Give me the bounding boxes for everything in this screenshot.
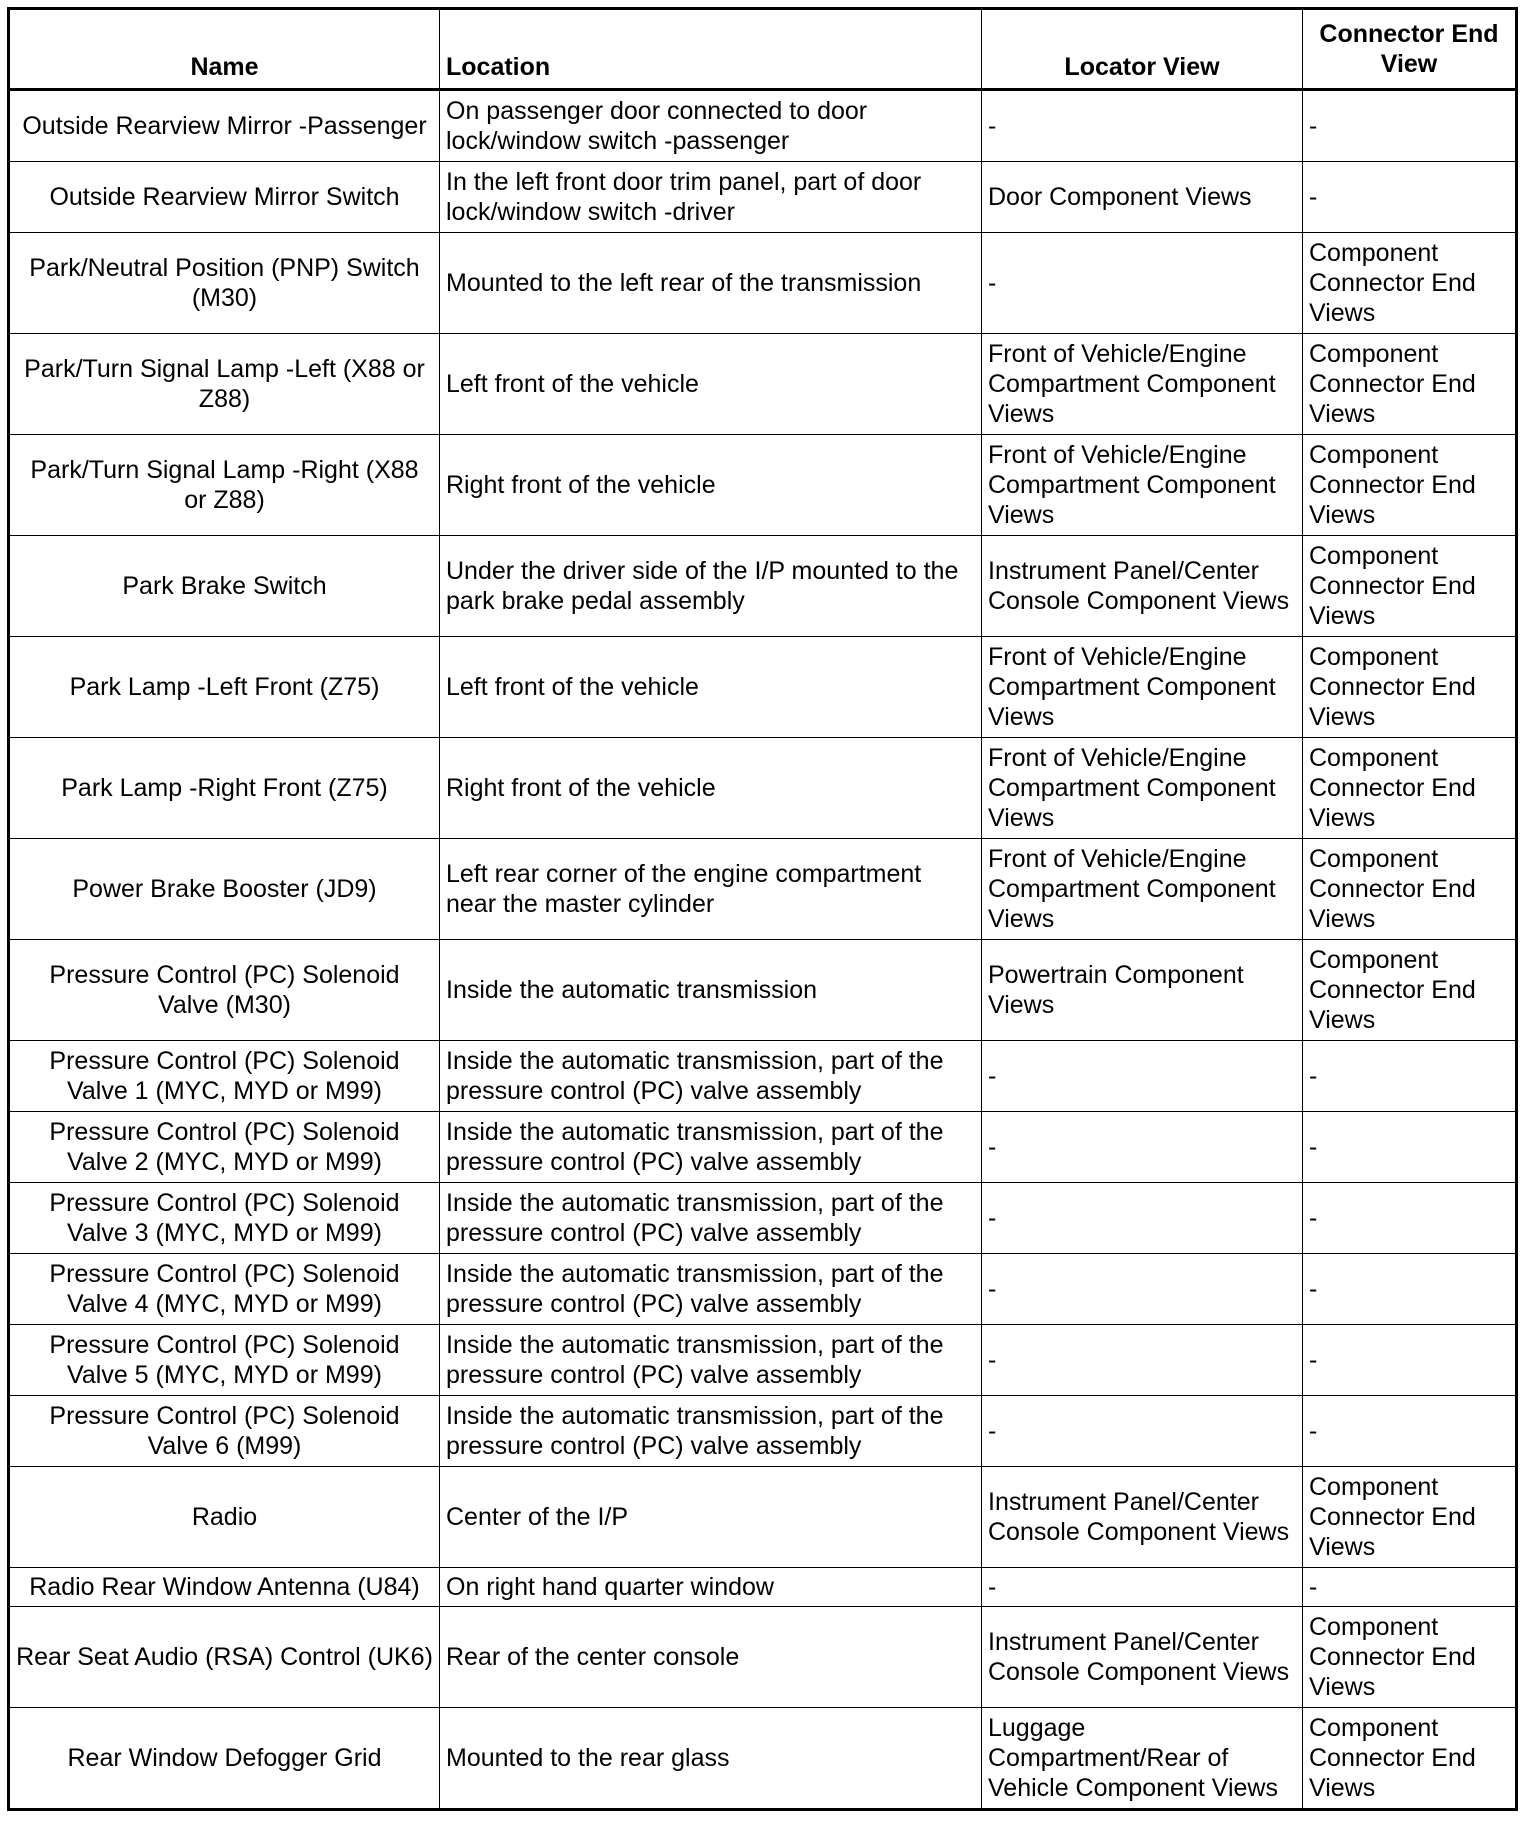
cell-name: Power Brake Booster (JD9) bbox=[9, 839, 440, 940]
table-body bbox=[9, 90, 1517, 1810]
cell-location: Mounted to the left rear of the transmission bbox=[440, 233, 982, 334]
cell-connector-end-view: Component Connector End Views bbox=[1303, 637, 1517, 738]
table-row bbox=[9, 90, 1517, 162]
cell-name: Radio bbox=[9, 1467, 440, 1568]
cell-locator-view: - bbox=[982, 90, 1303, 162]
cell-name: Pressure Control (PC) Solenoid Valve 2 (MYC, MYD or M99) bbox=[9, 1112, 440, 1183]
table-row bbox=[9, 940, 1517, 1041]
cell-location: Inside the automatic transmission, part of the pressure control (PC) valve assembly bbox=[440, 1112, 982, 1183]
header-location: Location bbox=[440, 9, 982, 90]
cell-location: Inside the automatic transmission, part of the pressure control (PC) valve assembly bbox=[440, 1254, 982, 1325]
cell-locator-view: - bbox=[982, 1325, 1303, 1396]
cell-name: Outside Rearview Mirror -Passenger bbox=[9, 90, 440, 162]
table-row bbox=[9, 1396, 1517, 1467]
table-row bbox=[9, 334, 1517, 435]
cell-locator-view: Luggage Compartment/Rear of Vehicle Component Views bbox=[982, 1708, 1303, 1810]
cell-connector-end-view: - bbox=[1303, 162, 1517, 233]
cell-connector-end-view: - bbox=[1303, 1254, 1517, 1325]
cell-name: Pressure Control (PC) Solenoid Valve 6 (M99) bbox=[9, 1396, 440, 1467]
cell-name: Park Lamp -Left Front (Z75) bbox=[9, 637, 440, 738]
cell-connector-end-view: - bbox=[1303, 90, 1517, 162]
cell-name: Rear Seat Audio (RSA) Control (UK6) bbox=[9, 1607, 440, 1708]
cell-connector-end-view: - bbox=[1303, 1396, 1517, 1467]
cell-location: Left rear corner of the engine compartment near the master cylinder bbox=[440, 839, 982, 940]
cell-location: Left front of the vehicle bbox=[440, 637, 982, 738]
cell-location: Right front of the vehicle bbox=[440, 738, 982, 839]
table-row bbox=[9, 1325, 1517, 1396]
cell-connector-end-view: Component Connector End Views bbox=[1303, 233, 1517, 334]
cell-location: Center of the I/P bbox=[440, 1467, 982, 1568]
cell-name: Pressure Control (PC) Solenoid Valve 3 (MYC, MYD or M99) bbox=[9, 1183, 440, 1254]
cell-location: Left front of the vehicle bbox=[440, 334, 982, 435]
cell-locator-view: Powertrain Component Views bbox=[982, 940, 1303, 1041]
cell-location: Inside the automatic transmission, part of the pressure control (PC) valve assembly bbox=[440, 1325, 982, 1396]
cell-connector-end-view: Component Connector End Views bbox=[1303, 940, 1517, 1041]
header-locator-view: Locator View bbox=[982, 9, 1303, 90]
cell-location: On passenger door connected to door lock/window switch -passenger bbox=[440, 90, 982, 162]
cell-locator-view: Door Component Views bbox=[982, 162, 1303, 233]
cell-connector-end-view: Component Connector End Views bbox=[1303, 1708, 1517, 1810]
table-header bbox=[9, 9, 1517, 90]
cell-connector-end-view: Component Connector End Views bbox=[1303, 435, 1517, 536]
cell-location: Inside the automatic transmission, part of the pressure control (PC) valve assembly bbox=[440, 1396, 982, 1467]
table-row bbox=[9, 162, 1517, 233]
cell-locator-view: - bbox=[982, 233, 1303, 334]
cell-locator-view: - bbox=[982, 1041, 1303, 1112]
cell-locator-view: Instrument Panel/Center Console Component Views bbox=[982, 1607, 1303, 1708]
cell-location: Right front of the vehicle bbox=[440, 435, 982, 536]
cell-locator-view: Front of Vehicle/Engine Compartment Component Views bbox=[982, 738, 1303, 839]
cell-location: Inside the automatic transmission, part of the pressure control (PC) valve assembly bbox=[440, 1041, 982, 1112]
component-locator-table bbox=[7, 7, 1518, 1811]
cell-location: Mounted to the rear glass bbox=[440, 1708, 982, 1810]
cell-locator-view: Instrument Panel/Center Console Component Views bbox=[982, 536, 1303, 637]
table-row bbox=[9, 233, 1517, 334]
table-row bbox=[9, 536, 1517, 637]
table-row bbox=[9, 1041, 1517, 1112]
cell-connector-end-view: - bbox=[1303, 1112, 1517, 1183]
cell-locator-view: - bbox=[982, 1112, 1303, 1183]
cell-locator-view: Instrument Panel/Center Console Component Views bbox=[982, 1467, 1303, 1568]
cell-locator-view: - bbox=[982, 1396, 1303, 1467]
cell-connector-end-view: - bbox=[1303, 1041, 1517, 1112]
cell-connector-end-view: - bbox=[1303, 1325, 1517, 1396]
cell-name: Park Brake Switch bbox=[9, 536, 440, 637]
cell-location: On right hand quarter window bbox=[440, 1568, 982, 1607]
table-row bbox=[9, 1183, 1517, 1254]
cell-name: Park/Neutral Position (PNP) Switch (M30) bbox=[9, 233, 440, 334]
cell-location: Rear of the center console bbox=[440, 1607, 982, 1708]
table-row bbox=[9, 1708, 1517, 1810]
cell-name: Pressure Control (PC) Solenoid Valve 4 (MYC, MYD or M99) bbox=[9, 1254, 440, 1325]
cell-locator-view: Front of Vehicle/Engine Compartment Component Views bbox=[982, 435, 1303, 536]
cell-connector-end-view: Component Connector End Views bbox=[1303, 1467, 1517, 1568]
cell-connector-end-view: Component Connector End Views bbox=[1303, 738, 1517, 839]
header-name: Name bbox=[9, 9, 440, 90]
cell-location: Inside the automatic transmission, part of the pressure control (PC) valve assembly bbox=[440, 1183, 982, 1254]
cell-connector-end-view: Component Connector End Views bbox=[1303, 536, 1517, 637]
table-row bbox=[9, 1568, 1517, 1607]
cell-name: Radio Rear Window Antenna (U84) bbox=[9, 1568, 440, 1607]
header-connector-end-view: Connector End View bbox=[1303, 9, 1517, 90]
table-row bbox=[9, 435, 1517, 536]
header-row bbox=[9, 9, 1517, 90]
cell-name: Rear Window Defogger Grid bbox=[9, 1708, 440, 1810]
cell-name: Park/Turn Signal Lamp -Right (X88 or Z88) bbox=[9, 435, 440, 536]
cell-name: Park/Turn Signal Lamp -Left (X88 or Z88) bbox=[9, 334, 440, 435]
cell-location: Under the driver side of the I/P mounted to the park brake pedal assembly bbox=[440, 536, 982, 637]
cell-locator-view: - bbox=[982, 1568, 1303, 1607]
cell-connector-end-view: Component Connector End Views bbox=[1303, 334, 1517, 435]
cell-name: Pressure Control (PC) Solenoid Valve (M30) bbox=[9, 940, 440, 1041]
cell-locator-view: Front of Vehicle/Engine Compartment Component Views bbox=[982, 334, 1303, 435]
cell-name: Park Lamp -Right Front (Z75) bbox=[9, 738, 440, 839]
cell-connector-end-view: Component Connector End Views bbox=[1303, 1607, 1517, 1708]
cell-name: Pressure Control (PC) Solenoid Valve 1 (MYC, MYD or M99) bbox=[9, 1041, 440, 1112]
component-locator-table-wrapper bbox=[7, 7, 1518, 1811]
cell-name: Outside Rearview Mirror Switch bbox=[9, 162, 440, 233]
cell-name: Pressure Control (PC) Solenoid Valve 5 (MYC, MYD or M99) bbox=[9, 1325, 440, 1396]
cell-connector-end-view: Component Connector End Views bbox=[1303, 839, 1517, 940]
cell-location: In the left front door trim panel, part of door lock/window switch -driver bbox=[440, 162, 982, 233]
table-row bbox=[9, 738, 1517, 839]
table-row bbox=[9, 1607, 1517, 1708]
cell-connector-end-view: - bbox=[1303, 1568, 1517, 1607]
table-row bbox=[9, 839, 1517, 940]
cell-location: Inside the automatic transmission bbox=[440, 940, 982, 1041]
cell-connector-end-view: - bbox=[1303, 1183, 1517, 1254]
cell-locator-view: - bbox=[982, 1183, 1303, 1254]
cell-locator-view: Front of Vehicle/Engine Compartment Component Views bbox=[982, 839, 1303, 940]
table-row bbox=[9, 1254, 1517, 1325]
cell-locator-view: Front of Vehicle/Engine Compartment Component Views bbox=[982, 637, 1303, 738]
table-row bbox=[9, 637, 1517, 738]
table-row bbox=[9, 1467, 1517, 1568]
cell-locator-view: - bbox=[982, 1254, 1303, 1325]
table-row bbox=[9, 1112, 1517, 1183]
